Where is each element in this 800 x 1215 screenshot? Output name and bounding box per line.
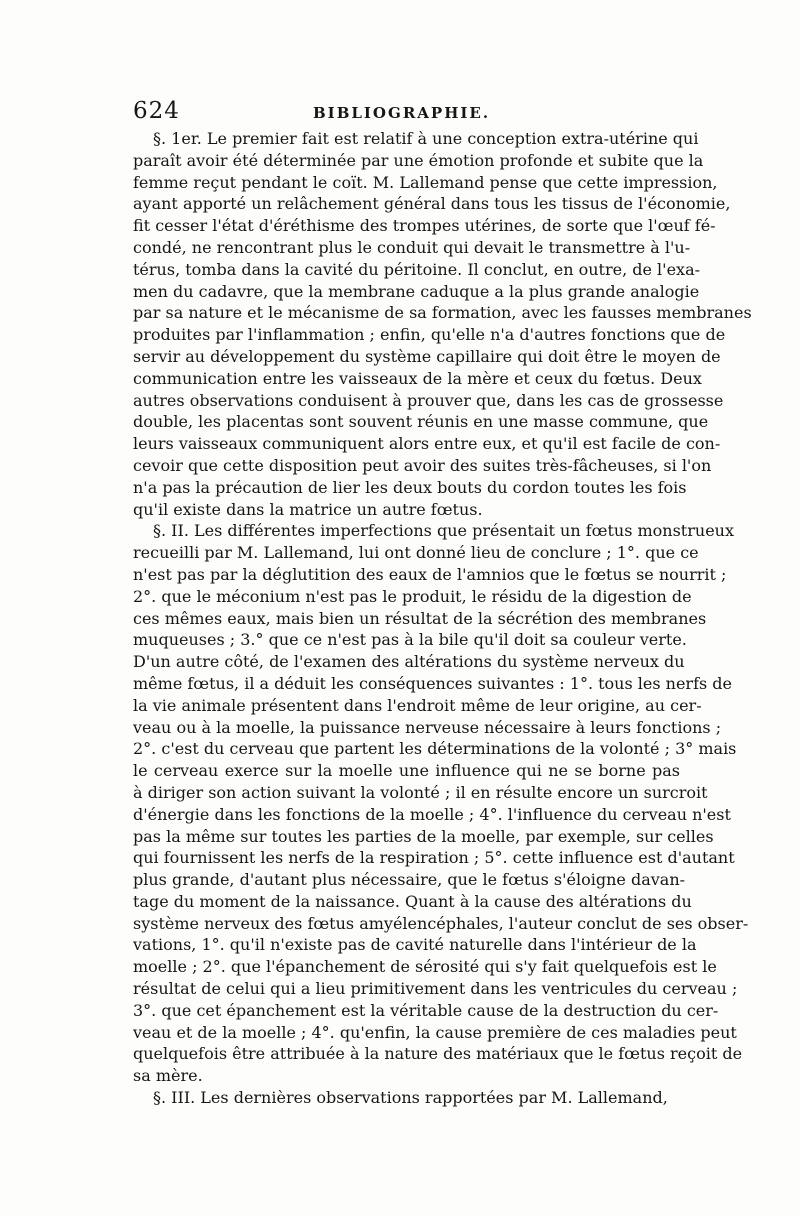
text-line: quelquefois être attribuée à la nature des matériaux que le fœtus reçoit de bbox=[133, 1044, 743, 1064]
text-line: D'un autre côté, de l'examen des altérations du système nerveux du bbox=[133, 652, 685, 672]
page-number: 624 bbox=[133, 98, 180, 124]
paragraph bbox=[133, 128, 752, 520]
text-line: ces mêmes eaux, mais bien un résultat de la sécrétion des membranes bbox=[133, 608, 707, 628]
body-text bbox=[133, 128, 752, 1109]
text-line: double, les placentas sont souvent réunis en une masse commune, que bbox=[133, 412, 709, 432]
text-line: §. II. Les différentes imperfections que présentait un fœtus monstrueux bbox=[153, 521, 734, 541]
text-line: veau et de la moelle ; 4°. qu'enfin, la cause première de ces maladies peut bbox=[133, 1022, 737, 1042]
text-line: le cerveau exerce sur la moelle une influence qui ne se borne pas bbox=[133, 761, 680, 781]
page-header bbox=[133, 98, 678, 128]
text-line: leurs vaisseaux communiquent alors entre eux, et qu'il est facile de con- bbox=[133, 434, 721, 454]
text-line: muqueuses ; 3.° que ce n'est pas à la bile qu'il doit sa couleur verte. bbox=[133, 630, 687, 650]
text-line: femme reçut pendant le coït. M. Lallemand pense que cette impression, bbox=[133, 172, 718, 192]
text-line: système nerveux des fœtus amyélencéphales, l'auteur conclut de ses obser- bbox=[133, 913, 749, 933]
text-line: vations, 1°. qu'il n'existe pas de cavité naturelle dans l'intérieur de la bbox=[133, 935, 697, 955]
text-line: autres observations conduisent à prouver que, dans les cas de grossesse bbox=[133, 390, 724, 410]
text-line: par sa nature et le mécanisme de sa formation, avec les fausses membranes bbox=[133, 303, 752, 323]
text-line: à diriger son action suivant la volonté ; il en résulte encore un surcroit bbox=[133, 782, 708, 802]
text-line: tage du moment de la naissance. Quant à la cause des altérations du bbox=[133, 891, 692, 911]
text-line: d'énergie dans les fonctions de la moelle ; 4°. l'influence du cerveau n'est bbox=[133, 804, 731, 824]
text-line: sa mère. bbox=[133, 1066, 203, 1086]
text-line: condé, ne rencontrant plus le conduit qui devait le transmettre à l'u- bbox=[133, 237, 691, 257]
text-line: men du cadavre, que la membrane caduque a la plus grande analogie bbox=[133, 281, 700, 301]
text-line: servir au développement du système capillaire qui doit être le moyen de bbox=[133, 346, 721, 366]
text-line: résultat de celui qui a lieu primitivement dans les ventricules du cerveau ; bbox=[133, 979, 738, 999]
text-line: même fœtus, il a déduit les conséquences suivantes : 1°. tous les nerfs de bbox=[133, 673, 733, 693]
text-line: cevoir que cette disposition peut avoir des suites très-fâcheuses, si l'on bbox=[133, 455, 712, 475]
text-line: térus, tomba dans la cavité du péritoine. Il conclut, en outre, de l'exa- bbox=[133, 259, 701, 279]
text-line: 2°. c'est du cerveau que partent les déterminations de la volonté ; 3° mais bbox=[133, 739, 737, 759]
text-line: recueilli par M. Lallemand, lui ont donné lieu de conclure ; 1°. que ce bbox=[133, 543, 699, 563]
text-line: qui fournissent les nerfs de la respiration ; 5°. cette influence est d'autant bbox=[133, 848, 735, 868]
text-line: la vie animale présentent dans l'endroit même de leur origine, au cer- bbox=[133, 695, 702, 715]
text-line: fit cesser l'état d'éréthisme des trompes utérines, de sorte que l'œuf fé- bbox=[133, 216, 716, 236]
paragraph bbox=[133, 1087, 680, 1109]
text-line: §. 1er. Le premier fait est relatif à une conception extra-utérine qui bbox=[153, 129, 699, 148]
text-line: qu'il existe dans la matrice un autre fœtus. bbox=[133, 499, 483, 519]
text-line: moelle ; 2°. que l'épanchement de sérosité qui s'y fait quelquefois est le bbox=[133, 957, 717, 977]
text-line: communication entre les vaisseaux de la mère et ceux du fœtus. Deux bbox=[133, 368, 702, 388]
text-line: n'a pas la précaution de lier les deux bouts du cordon toutes les fois bbox=[133, 477, 687, 497]
text-line: produites par l'inflammation ; enfin, qu'elle n'a d'autres fonctions que de bbox=[133, 325, 726, 345]
running-title: BIBLIOGRAPHIE. bbox=[313, 104, 491, 122]
text-line: pas la même sur toutes les parties de la moelle, par exemple, sur celles bbox=[133, 826, 714, 846]
text-line: 3°. que cet épanchement est la véritable cause de la destruction du cer- bbox=[133, 1000, 719, 1020]
text-line: n'est pas par la déglutition des eaux de l'amnios que le fœtus se nourrit ; bbox=[133, 564, 727, 584]
text-line: 2°. que le méconium n'est pas le produit, le résidu de la digestion de bbox=[133, 586, 692, 606]
text-line: §. III. Les dernières observations rapportées par M. Lallemand, bbox=[153, 1088, 668, 1108]
text-line: veau ou à la moelle, la puissance nerveuse nécessaire à leurs fonctions ; bbox=[133, 717, 722, 737]
paragraph bbox=[133, 520, 749, 1087]
text-line: plus grande, d'autant plus nécessaire, que le fœtus s'éloigne davan- bbox=[133, 870, 686, 890]
text-line: paraît avoir été déterminée par une émotion profonde et subite que la bbox=[133, 150, 704, 170]
text-line: ayant apporté un relâchement général dans tous les tissus de l'économie, bbox=[133, 194, 731, 214]
